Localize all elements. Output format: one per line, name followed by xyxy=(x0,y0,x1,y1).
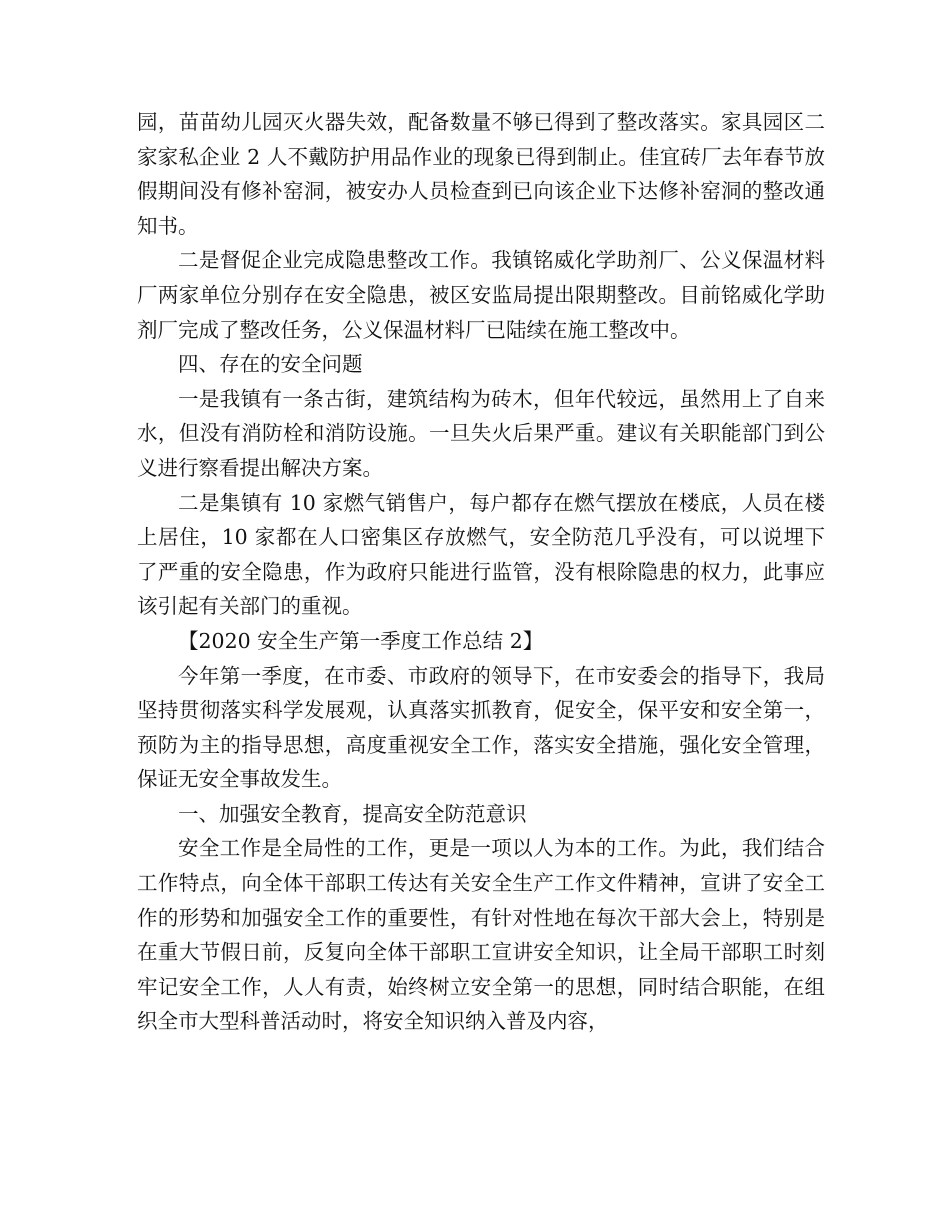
paragraph-1: 园，苗苗幼儿园灭火器失效，配备数量不够已得到了整改落实。家具园区二家家私企业 2 人不戴防护用品作业的现象已得到制止。佳宜砖厂去年春节放假期间没有修补窑洞，被安办人员检查到已向该企业下达修补窑洞的整改通知书。 xyxy=(137,110,825,238)
document-body xyxy=(137,105,825,1039)
paragraph-6: 安全工作是全局性的工作，更是一项以人为本的工作。为此，我们结合工作特点，向全体干部职工传达有关安全生产工作文件精神，宣讲了安全工作的形势和加强安全工作的重要性，有针对性地在每次干部大会上，特别是在重大节假日前，反复向全体干部职工宣讲安全知识，让全局干部职工时刻牢记安全工作，人人有责，始终树立安全第一的思想，同时结合职能，在组织全市大型科普活动时，将安全知识纳入普及内容， xyxy=(137,836,825,1034)
paragraph-5: 今年第一季度，在市委、市政府的领导下，在市安委会的指导下，我局坚持贯彻落实科学发展观，认真落实抓教育，促安全，保平安和安全第一，预防为主的指导思想，高度重视安全工作，落实安全措施，强化安全管理，保证无安全事故发生。 xyxy=(137,663,825,792)
paragraph-4: 二是集镇有 10 家燃气销售户，每户都存在燃气摆放在楼底，人员在楼上居住，10 家都在人口密集区存放燃气，安全防范几乎没有，可以说埋下了严重的安全隐患，作为政府只能进行监管，没有根除隐患的权力，此事应该引起有关部门的重视。 xyxy=(137,490,825,619)
section-heading-4: 四、存在的安全问题 xyxy=(178,352,363,377)
paragraph-3: 一是我镇有一条古街，建筑结构为砖木，但年代较远，虽然用上了自来水，但没有消防栓和消防设施。一旦失火后果严重。建议有关职能部门到公义进行察看提出解决方案。 xyxy=(137,386,825,480)
paragraph-2: 二是督促企业完成隐患整改工作。我镇铭威化学助剂厂、公义保温材料厂两家单位分别存在安全隐患，被区安监局提出限期整改。目前铭威化学助剂厂完成了整改任务，公义保温材料厂已陆续在施工整改中。 xyxy=(137,248,825,342)
section-heading-1: 一、加强安全教育，提高安全防范意识 xyxy=(178,801,527,826)
document-subtitle: 【2020 安全生产第一季度工作总结 2】 xyxy=(178,628,544,653)
